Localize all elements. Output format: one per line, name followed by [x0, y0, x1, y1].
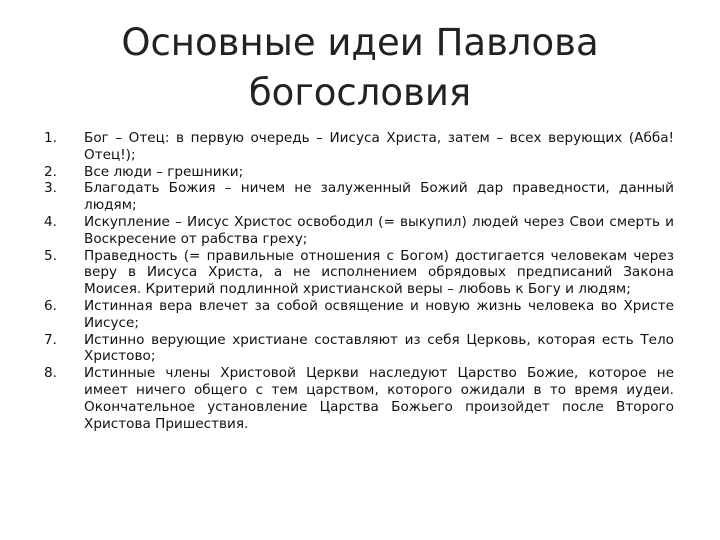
slide-title [60, 18, 660, 118]
list-item [44, 130, 674, 164]
list-item [44, 332, 674, 366]
list-item-number: 7. [44, 331, 57, 348]
list-item-text: Все люди – грешники; [84, 163, 244, 180]
list-item-number: 1. [44, 130, 57, 146]
list-item-number: 4. [44, 213, 57, 230]
list-item-text: Бог – Отец: в первую очередь – Иисуса Христа, затем – всех верующих (Абба! Отец!); [84, 130, 674, 163]
list-item-text: Истинная вера влечет за собой освящение и новую жизнь человека во Христе Иисусе; [84, 297, 674, 331]
list-item-text: Истинно верующие христиане составляют из себя Церковь, которая есть Тело Христово; [84, 331, 674, 365]
slide-title-line-2: богословия [248, 71, 472, 114]
list-item [44, 214, 674, 248]
list-item [44, 298, 674, 332]
ideas-list [44, 130, 674, 432]
list-item-text: Благодать Божия – ничем не залуженный Божий дар праведности, данный людям; [84, 180, 674, 214]
list-item [44, 365, 674, 432]
list-item-number: 5. [44, 247, 57, 264]
list-item-number: 3. [44, 180, 57, 197]
list-item-text: Искупление – Иисус Христос освободил (= выкупил) людей через Свои смерть и Воскресение от рабства греху; [84, 213, 674, 247]
list-item-number: 8. [44, 365, 57, 382]
list-item-number: 6. [44, 297, 57, 314]
list-item-text: Истинные члены Христовой Церкви наследуют Царство Божие, которое не имеет ничего общего с тем царством, которого ожидали в то время иудеи. Окончательное установление Царства Божьего произойдет после Второго Христова Пришествия. [84, 365, 674, 432]
list-item [44, 164, 674, 181]
list-item [44, 248, 674, 298]
list-item-text: Праведность (= правильные отношения с Богом) достигается человекам через веру в Иисуса Христа, а не исполнением обрядовых предписаний Закона Моисея. Критерий подлинной христианской веры – любовь к Богу и людям; [84, 247, 674, 298]
list-item [44, 180, 674, 214]
slide-title-line-1: Основные идеи Павлова [121, 21, 599, 64]
list-item-number: 2. [44, 163, 57, 180]
